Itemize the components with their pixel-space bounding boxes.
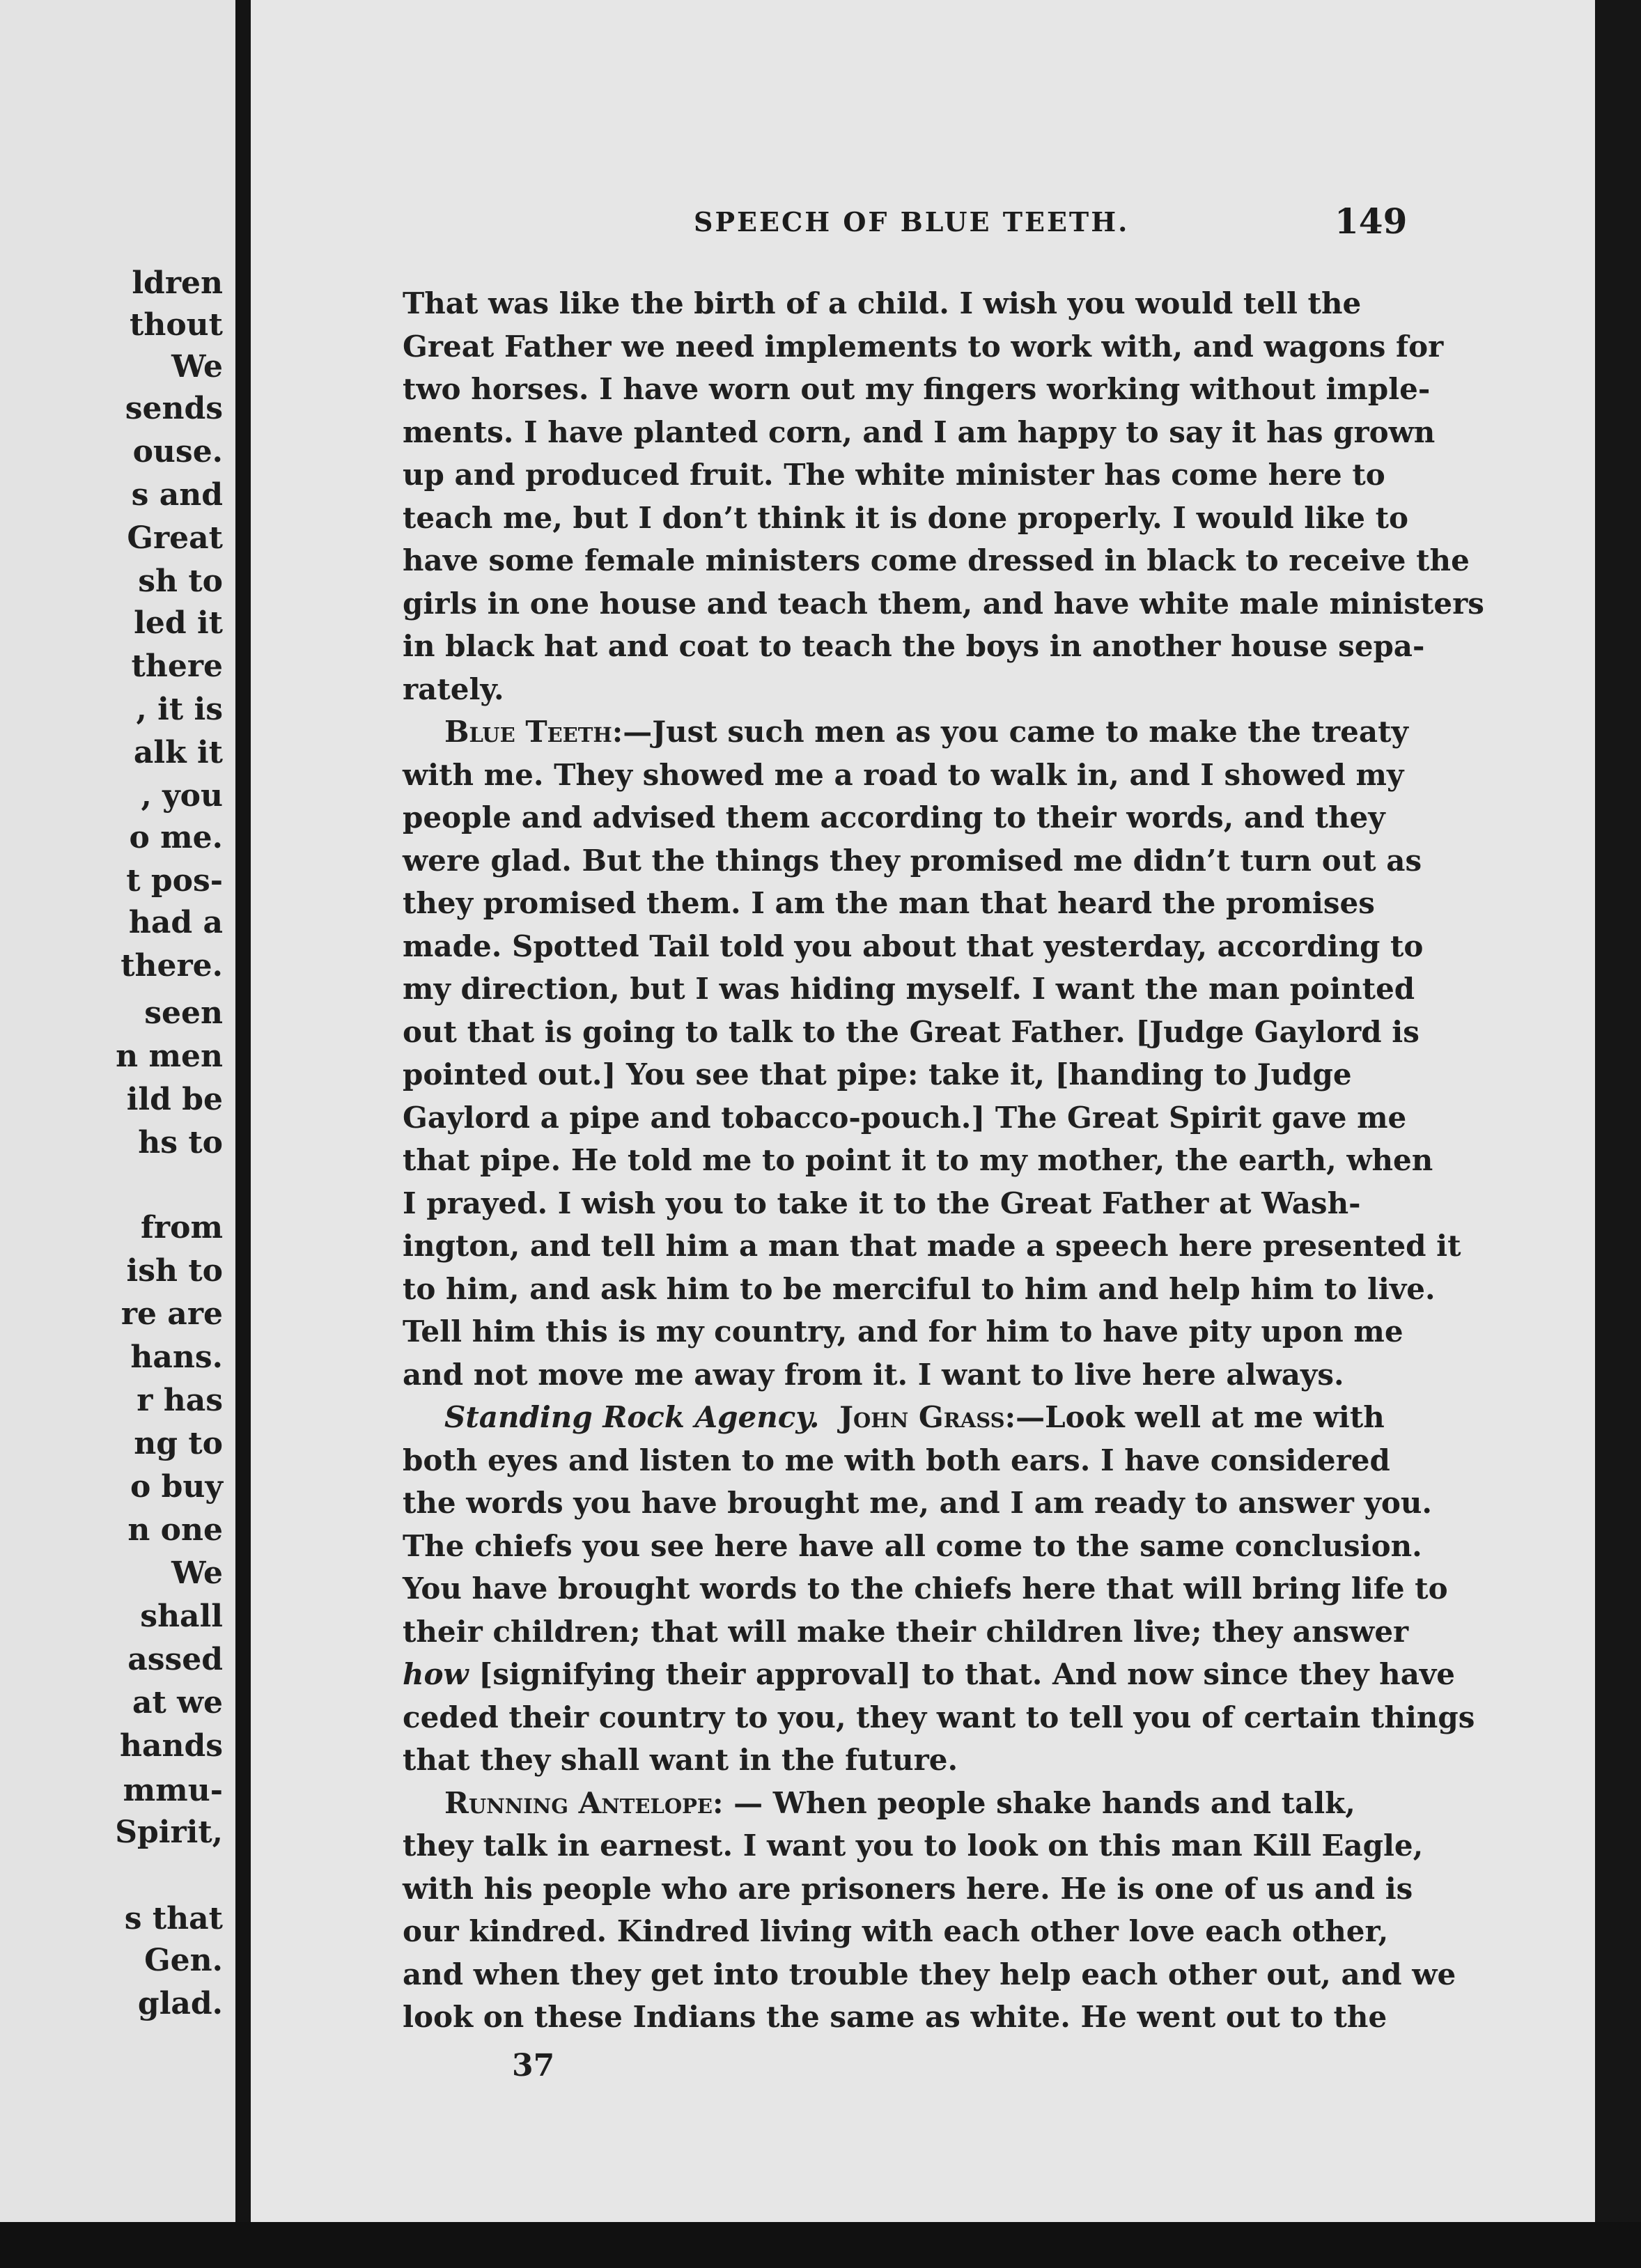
text-line: my direction, but I was hiding myself. I want the man pointed: [403, 972, 1415, 1006]
text-line: that pipe. He told me to point it to my mother, the earth, when: [403, 1143, 1433, 1177]
text-line: made. Spotted Tail told you about that yesterday, according to: [403, 929, 1424, 963]
left-page-fragment: [0, 0, 235, 2222]
text-line: out that is going to talk to the Great Father. [Judge Gaylord is: [403, 1014, 1420, 1049]
left-page-line: hands: [119, 1728, 223, 1764]
binding-gutter: [235, 0, 251, 2268]
text-line: they talk in earnest. I want you to look on this man Kill Eagle,: [403, 1828, 1424, 1863]
left-page-line: s that: [124, 1901, 223, 1936]
text-line: their children; that will make their children live; they answer: [403, 1614, 1409, 1649]
left-page-line: , you: [141, 778, 223, 814]
left-page-line: had a: [128, 905, 223, 940]
left-page-line: r has: [137, 1383, 223, 1418]
left-page-line: o buy: [130, 1469, 223, 1505]
left-page-line: Gen.: [144, 1943, 223, 1978]
text-line: rately.: [403, 671, 504, 706]
page-edge: [1595, 0, 1641, 2268]
left-page-line: Great: [127, 520, 223, 556]
text-line: people and advised them according to their words, and they: [403, 800, 1385, 834]
body-text: [403, 282, 1595, 2039]
text-line: Tell him this is my country, and for him to have pity upon me: [403, 1314, 1403, 1349]
text-line: two horses. I have worn out my fingers working without imple-: [403, 372, 1431, 406]
left-page-line: ng to: [134, 1426, 223, 1461]
running-head: SPEECH OF BLUE TEETH.: [694, 206, 1130, 238]
left-page-line: ldren: [132, 265, 223, 301]
left-page-line: mmu-: [123, 1773, 223, 1808]
left-page-line: sh to: [138, 564, 223, 599]
paragraph-3-how-line: how [signifying their approval] to that. And now since they have: [403, 1657, 1456, 1691]
text-line: that they shall want in the future.: [403, 1743, 958, 1777]
left-page-line: n one: [127, 1512, 223, 1548]
paragraph-3-end: [403, 1696, 1595, 1782]
paragraph-4: [403, 1824, 1595, 2039]
left-page-line: from: [140, 1210, 223, 1245]
left-page-line: at we: [132, 1685, 223, 1721]
text-line: our kindred. Kindred living with each other love each other,: [403, 1914, 1389, 1948]
left-page-line: We: [171, 349, 223, 385]
text-line: and not move me away from it. I want to live here always.: [403, 1357, 1344, 1392]
scan-border: [0, 2222, 1641, 2268]
left-page-line: glad.: [137, 1986, 223, 2021]
left-page-line: ild be: [126, 1082, 223, 1117]
left-page-line: led it: [134, 605, 223, 641]
text-line: That was like the birth of a child. I wish you would tell the: [403, 286, 1362, 320]
text-line: both eyes and listen to me with both ears. I have considered: [403, 1443, 1390, 1477]
text-line: You have brought words to the chiefs here that will bring life to: [403, 1571, 1448, 1606]
speaker-blue-teeth: Blue Teeth: [444, 715, 612, 749]
text-line: Great Father we need implements to work with, and wagons for: [403, 329, 1444, 364]
left-page-line: , it is: [136, 692, 223, 727]
left-page-line: t pos-: [126, 863, 223, 899]
left-page-line: n men: [116, 1039, 223, 1074]
text-line: up and produced fruit. The white minister has come here to: [403, 458, 1385, 492]
left-page-line: shall: [140, 1599, 223, 1634]
left-page-line: thout: [130, 307, 223, 343]
text-line: in black hat and coat to teach the boys in another house sepa-: [403, 629, 1425, 663]
text-line: pointed out.] You see that pipe: take it, [handing to Judge: [403, 1057, 1352, 1092]
left-page-line: there.: [120, 948, 223, 984]
paragraph-2: [403, 754, 1595, 1397]
left-page-line: Spirit,: [115, 1815, 223, 1850]
text-line: teach me, but I don’t think it is done properly. I would like to: [403, 500, 1409, 535]
text-line: were glad. But the things they promised me didn’t turn out as: [403, 843, 1422, 878]
left-page-line: hans.: [130, 1339, 223, 1375]
paragraph-4-first-line: Running Antelope: — When people shake hands and talk,: [444, 1785, 1355, 1820]
place-heading: Standing Rock Agency.: [444, 1400, 820, 1434]
text-line: Gaylord a pipe and tobacco-pouch.] The Great Spirit gave me: [403, 1100, 1407, 1135]
text-line: and when they get into trouble they help each other out, and we: [403, 1957, 1456, 1991]
page-header: [251, 201, 1595, 242]
text-line: to him, and ask him to be merciful to him and help him to live.: [403, 1271, 1436, 1306]
paragraph-3: [403, 1439, 1595, 1654]
left-page-line: ish to: [126, 1253, 223, 1289]
text-line: they promised them. I am the man that heard the promises: [403, 886, 1375, 920]
paragraph-2-first-line: Blue Teeth:—Just such men as you came to make the treaty: [444, 715, 1408, 749]
text-line: ments. I have planted corn, and I am happy to say it has grown: [403, 414, 1436, 449]
text-line: ceded their country to you, they want to tell you of certain things: [403, 1700, 1475, 1734]
text-line: with his people who are prisoners here. He is one of us and is: [403, 1871, 1413, 1906]
paragraph-3-first-line: Standing Rock Agency. John Grass:—Look well at me with: [444, 1400, 1385, 1434]
text-line: have some female ministers come dressed in black to receive the: [403, 543, 1470, 577]
left-page-line: s and: [131, 477, 223, 513]
left-page-line: We: [171, 1555, 223, 1591]
text-line: I prayed. I wish you to take it to the Great Father at Wash-: [403, 1186, 1361, 1220]
left-page-line: alk it: [133, 735, 223, 770]
book-page: [251, 0, 1595, 2222]
speaker-john-grass: John Grass: [839, 1400, 1005, 1434]
signature-mark: 37: [512, 2048, 555, 2083]
paragraph-1: [403, 282, 1595, 710]
left-page-line: sends: [125, 391, 223, 426]
left-page-line: re are: [120, 1296, 223, 1332]
text-line: look on these Indians the same as white. He went out to the: [403, 2000, 1387, 2034]
text-line: ington, and tell him a man that made a speech here presented it: [403, 1229, 1461, 1263]
left-page-line: ouse.: [132, 434, 223, 469]
page-number: 149: [1335, 201, 1408, 242]
speaker-running-antelope: Running Antelope: [444, 1785, 713, 1820]
text-line: the words you have brought me, and I am ready to answer you.: [403, 1486, 1433, 1520]
left-page-line: assed: [127, 1642, 223, 1677]
left-page-line: there: [131, 648, 223, 684]
left-page-line: hs to: [138, 1125, 223, 1160]
left-page-line: seen: [144, 995, 223, 1031]
text-line: girls in one house and teach them, and have white male ministers: [403, 586, 1484, 621]
text-line: with me. They showed me a road to walk in, and I showed my: [403, 757, 1404, 792]
left-page-line: o me.: [129, 820, 223, 855]
text-line: The chiefs you see here have all come to the same conclusion.: [403, 1528, 1422, 1563]
